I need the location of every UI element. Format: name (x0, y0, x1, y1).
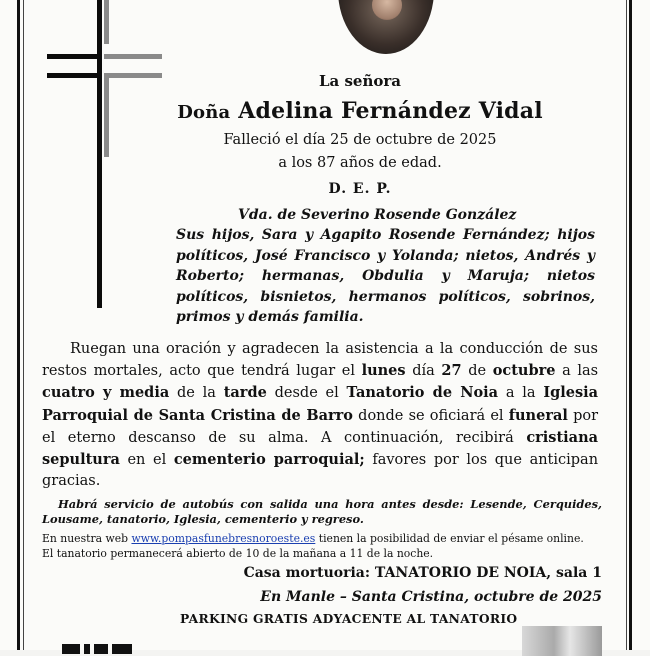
widow-line: Vda. de Severino Rosende González (238, 207, 517, 223)
name-prefix: Doña (177, 102, 231, 123)
bus-text: Habrá servicio de autobús con salida una hora antes desde: Lesende, Cerquides, Lousame, tanatorio, Iglesia, cementerio y regreso. (42, 497, 602, 526)
death-date: Falleció el día 25 de octubre de 2025 (223, 132, 497, 148)
cross-vertical-grey-mid (104, 75, 109, 157)
ceremony-date-number: 27 (441, 362, 462, 380)
border-right-inner (626, 0, 627, 650)
info-notes (42, 531, 602, 561)
tanatorio-name: Tanatorio de Noia (346, 384, 499, 402)
body-text-11: favores por los que anticipan gracias. (42, 452, 599, 490)
border-left-inner (23, 0, 24, 650)
body-text-1: Ruegan una oración y agradecen la asistencia a la conducción de sus restos mortales, acto que tendrá lugar el (42, 341, 598, 380)
web-note-post: tienen la posibilidad de enviar el pésame online. (318, 532, 584, 545)
portrait-photo (338, 0, 434, 54)
cemetery-name: cementerio parroquial; (173, 451, 365, 469)
salutation: La señora (318, 72, 401, 90)
cross-bar-grey-1 (104, 54, 162, 59)
funeral-word: funeral (508, 406, 568, 424)
body-text-5: de la (177, 385, 216, 402)
body-text-6: desde el (274, 385, 339, 402)
company-logo-icon (62, 644, 142, 654)
relatives-text: Sus hijos, Sara y Agapito Rosende Fernández; hijos políticos, José Francisco y Yolanda; nietos, Andrés y Roberto; hermanas, Obdulia y Maruja; nietos políticos, bisnietos, hermanos políticos, sobrinos, primos y demás familia. (176, 227, 595, 326)
ceremony-hour: cuatro y media (42, 384, 170, 402)
ceremony-text (42, 339, 598, 492)
building-thumbnail-image (522, 626, 602, 656)
body-text-4: a las (562, 363, 599, 380)
web-note (42, 531, 602, 546)
deceased-name: Adelina Fernández Vidal (238, 98, 543, 124)
cross-bar-black-1 (47, 54, 102, 59)
dep-line: D. E. P. (328, 181, 392, 197)
ceremony-period: tarde (223, 384, 267, 402)
body-text-7: a la (505, 385, 536, 402)
opening-hours-note: El tanatorio permanecerá abierto de 10 de la mañana a 11 de la noche. (42, 547, 434, 560)
ceremony-month: octubre (492, 362, 556, 380)
burial-words: cristiana sepultura (42, 428, 599, 469)
border-right (629, 0, 632, 650)
body-text-8: donde se oficiará el (358, 407, 504, 424)
place-date: En Manle – Santa Cristina, octubre de 2025 (260, 589, 602, 605)
church-name: Iglesia Parroquial de Santa Cristina de Barro (42, 384, 599, 424)
portrait-face (372, 0, 402, 20)
ceremony-day: lunes (361, 362, 406, 380)
cross-bar-black-2 (47, 73, 102, 78)
casa-mortuoria: Casa mortuoria: TANATORIO DE NOIA, sala 1 (243, 565, 602, 581)
web-note-pre: En nuestra web (42, 532, 129, 545)
cross-vertical-grey-top (104, 0, 109, 44)
border-left (17, 0, 20, 650)
website-link[interactable]: www.pompasfunebresnoroeste.es (131, 532, 316, 545)
body-text-2: día (412, 363, 435, 380)
body-text-10: en el (127, 452, 167, 469)
bus-service-note (42, 497, 602, 527)
deceased-name-line (130, 98, 590, 124)
family-block (176, 205, 595, 327)
cross-vertical-black (97, 0, 102, 308)
parking-note: PARKING GRATIS ADYACENTE AL TANATORIO (180, 611, 518, 626)
body-text-3: de (468, 363, 487, 380)
body-text-9: por el eterno descanso de su alma. A continuación, recibirá (42, 407, 599, 446)
age-line: a los 87 años de edad. (278, 155, 442, 171)
